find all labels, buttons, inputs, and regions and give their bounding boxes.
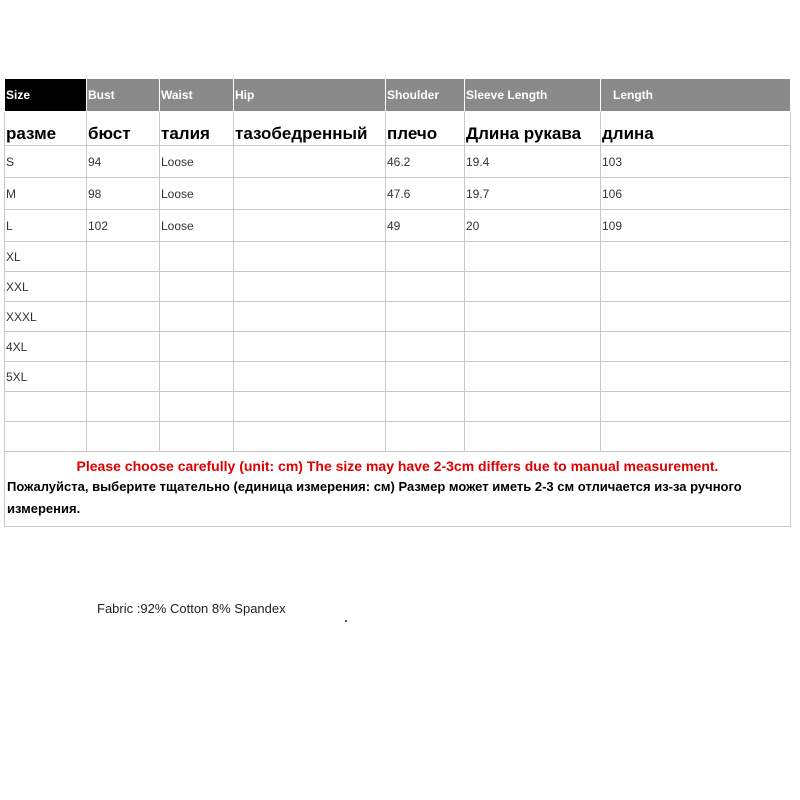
table-cell [386, 302, 465, 332]
table-cell [160, 272, 234, 302]
table-cell [234, 242, 386, 272]
note-row [5, 452, 791, 527]
table-cell [5, 422, 87, 452]
header-row [5, 79, 791, 112]
table-cell [234, 210, 386, 242]
header-ru-cell: талия [160, 112, 234, 146]
table-cell [87, 302, 160, 332]
table-cell [5, 392, 87, 422]
table-cell: L [5, 210, 87, 242]
table-cell [87, 272, 160, 302]
table-row [5, 210, 791, 242]
table-cell [465, 392, 601, 422]
table-cell: Loose [160, 210, 234, 242]
table-row [5, 242, 791, 272]
table-cell: XL [5, 242, 87, 272]
table-row [5, 272, 791, 302]
table-cell [160, 422, 234, 452]
table-cell [465, 242, 601, 272]
table-cell [160, 332, 234, 362]
table-cell [386, 242, 465, 272]
table-cell: S [5, 146, 87, 178]
table-cell [234, 302, 386, 332]
header-ru-cell: плечо [386, 112, 465, 146]
note-english: Please choose carefully (unit: cm) The size may have 2-3cm differs due to manual measurement. [76, 458, 719, 474]
table-cell: 49 [386, 210, 465, 242]
table-cell [601, 302, 791, 332]
table-cell [386, 332, 465, 362]
table-row [5, 302, 791, 332]
table-row [5, 332, 791, 362]
table-cell [465, 422, 601, 452]
stray-dot [345, 620, 347, 622]
table-cell: XXXL [5, 302, 87, 332]
table-cell [601, 422, 791, 452]
header-cell: Bust [87, 79, 160, 112]
table-cell: 19.4 [465, 146, 601, 178]
table-cell: XXL [5, 272, 87, 302]
table-cell [234, 178, 386, 210]
header-row-ru [5, 112, 791, 146]
fabric-composition: Fabric :92% Cotton 8% Spandex [97, 601, 286, 616]
table-cell: 5XL [5, 362, 87, 392]
table-cell [386, 362, 465, 392]
header-cell: Size [5, 79, 87, 112]
table-cell: 94 [87, 146, 160, 178]
header-ru-cell: Длина рукава [465, 112, 601, 146]
table-cell [465, 272, 601, 302]
size-chart-table [4, 78, 791, 527]
table-row [5, 178, 791, 210]
header-ru-cell: длина [601, 112, 791, 146]
header-cell: Length [601, 79, 791, 112]
table-row [5, 362, 791, 392]
table-cell: Loose [160, 146, 234, 178]
table-cell: 103 [601, 146, 791, 178]
note-cell [5, 452, 791, 527]
header-cell: Waist [160, 79, 234, 112]
table-cell [465, 302, 601, 332]
table-cell [87, 422, 160, 452]
table-cell: 106 [601, 178, 791, 210]
table-cell [160, 242, 234, 272]
table-cell [234, 392, 386, 422]
table-cell [386, 422, 465, 452]
table-cell: 47.6 [386, 178, 465, 210]
table-cell [601, 392, 791, 422]
table-cell [87, 362, 160, 392]
table-cell: 19.7 [465, 178, 601, 210]
table-cell [87, 242, 160, 272]
table-cell [465, 362, 601, 392]
table-cell [160, 302, 234, 332]
table-cell [234, 422, 386, 452]
header-ru-cell: тазобедренный [234, 112, 386, 146]
table-cell [465, 332, 601, 362]
table-cell [160, 392, 234, 422]
table-cell [160, 362, 234, 392]
header-ru-cell: бюст [87, 112, 160, 146]
table-cell [386, 272, 465, 302]
table-cell [87, 332, 160, 362]
table-cell: 20 [465, 210, 601, 242]
table-cell [234, 146, 386, 178]
table-cell: 4XL [5, 332, 87, 362]
table-cell [234, 332, 386, 362]
table-cell [386, 392, 465, 422]
header-cell: Shoulder [386, 79, 465, 112]
table-cell: 109 [601, 210, 791, 242]
table-cell [601, 242, 791, 272]
table-cell [601, 272, 791, 302]
table-cell [87, 392, 160, 422]
header-cell: Sleeve Length [465, 79, 601, 112]
table-cell: M [5, 178, 87, 210]
table-cell: 98 [87, 178, 160, 210]
table-cell [601, 362, 791, 392]
table-cell: 102 [87, 210, 160, 242]
header-ru-cell: разме [5, 112, 87, 146]
header-cell: Hip [234, 79, 386, 112]
table-cell: Loose [160, 178, 234, 210]
table-row [5, 422, 791, 452]
table-row [5, 146, 791, 178]
table-cell [234, 272, 386, 302]
note-russian: Пожалуйста, выберите тщательно (единица измерения: см) Размер может иметь 2-3 см отличается из-за ручного измерения. [7, 479, 742, 516]
table-row [5, 392, 791, 422]
table-cell [234, 362, 386, 392]
table-cell [601, 332, 791, 362]
table-cell: 46.2 [386, 146, 465, 178]
